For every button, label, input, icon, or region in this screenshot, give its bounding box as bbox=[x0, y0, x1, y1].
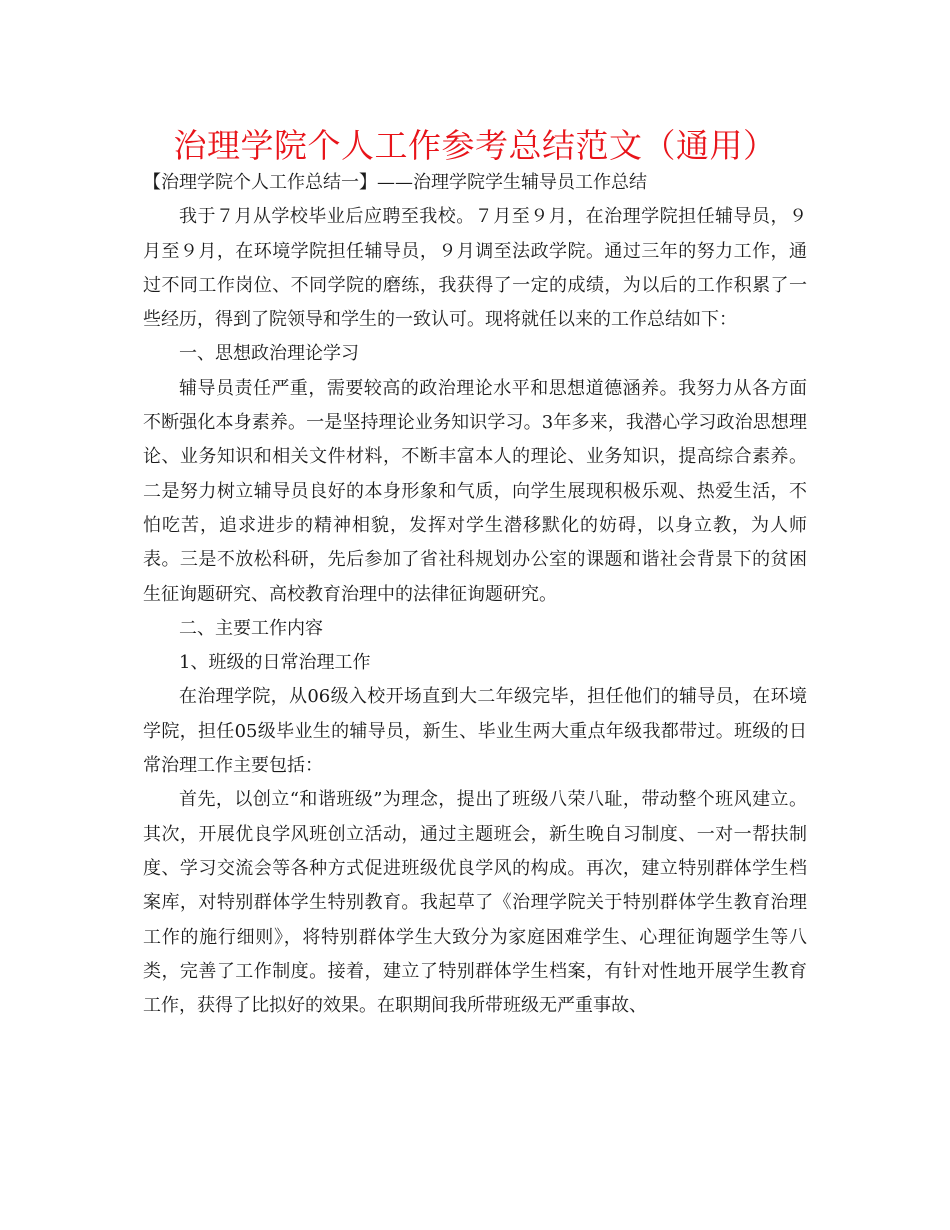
subsection-heading-class-management: 1、班级的日常治理工作 bbox=[179, 652, 371, 674]
paragraph-theory-study: 辅导员责任严重，需要较高的政治理论水平和思想道德涵养。我努力从各方面不断强化本身素养。一是坚持理论业务知识学习。3年多来，我潜心学习政治思想理论、业务知识和相关文件材料，不断丰富本人的理论、业务知识，提高综合素养。二是努力树立辅导员良好的本身形象和气质，向学生展现积极乐观、热爱生活，不怕吃苦，追求进步的精神相貌，发挥对学生潜移默化的妨碍，以身立教，为人师表。三是不放松科研，先后参加了省社科规划办公室的课题和谐社会背景下的贫困生征询题研究、高校教育治理中的法律征询题研究。 bbox=[143, 377, 807, 605]
paragraph-class-measures: 首先，以创立“和谐班级”为理念，提出了班级八荣八耻，带动整个班风建立。其次，开展优良学风班创立活动，通过主题班会，新生晚自习制度、一对一帮扶制度、学习交流会等各种方式促进班级优良学风的构成。再次，建立特别群体学生档案库，对特别群体学生特别教育。我起草了《治理学院关于特别群体学生教育治理工作的施行细则》，将特别群体学生大致分为家庭困难学生、心理征询题学生等八类，完善了工作制度。接着，建立了特别群体学生档案，有针对性地开展学生教育工作，获得了比拟好的效果。在职期间我所带班级无严重事故、 bbox=[143, 789, 807, 1017]
paragraph-intro: 我于７月从学校毕业后应聘至我校。７月至９月，在治理学院担任辅导员，９月至９月，在环境学院担任辅导员，９月调至法政学院。通过三年的努力工作，通过不同工作岗位、不同学院的磨练，我获得了一定的成绩，为以后的工作积累了一些经历，得到了院领导和学生的一致认可。现将就任以来的工作总结如下： bbox=[143, 206, 807, 331]
document-title: 治理学院个人工作参考总结范文（通用） bbox=[173, 126, 777, 165]
section-heading-main-work: 二、主要工作内容 bbox=[179, 617, 323, 639]
section-heading-summary-one: 【治理学院个人工作总结一】——治理学院学生辅导员工作总结 bbox=[143, 172, 647, 193]
document-body bbox=[143, 166, 807, 1023]
section-heading-theory-study: 一、思想政治理论学习 bbox=[179, 343, 359, 365]
paragraph-class-management: 在治理学院，从06级入校开场直到大二年级完毕，担任他们的辅导员，在环境学院，担任05级毕业生的辅导员，新生、毕业生两大重点年级我都带过。班级的日常治理工作主要包括： bbox=[143, 686, 807, 777]
